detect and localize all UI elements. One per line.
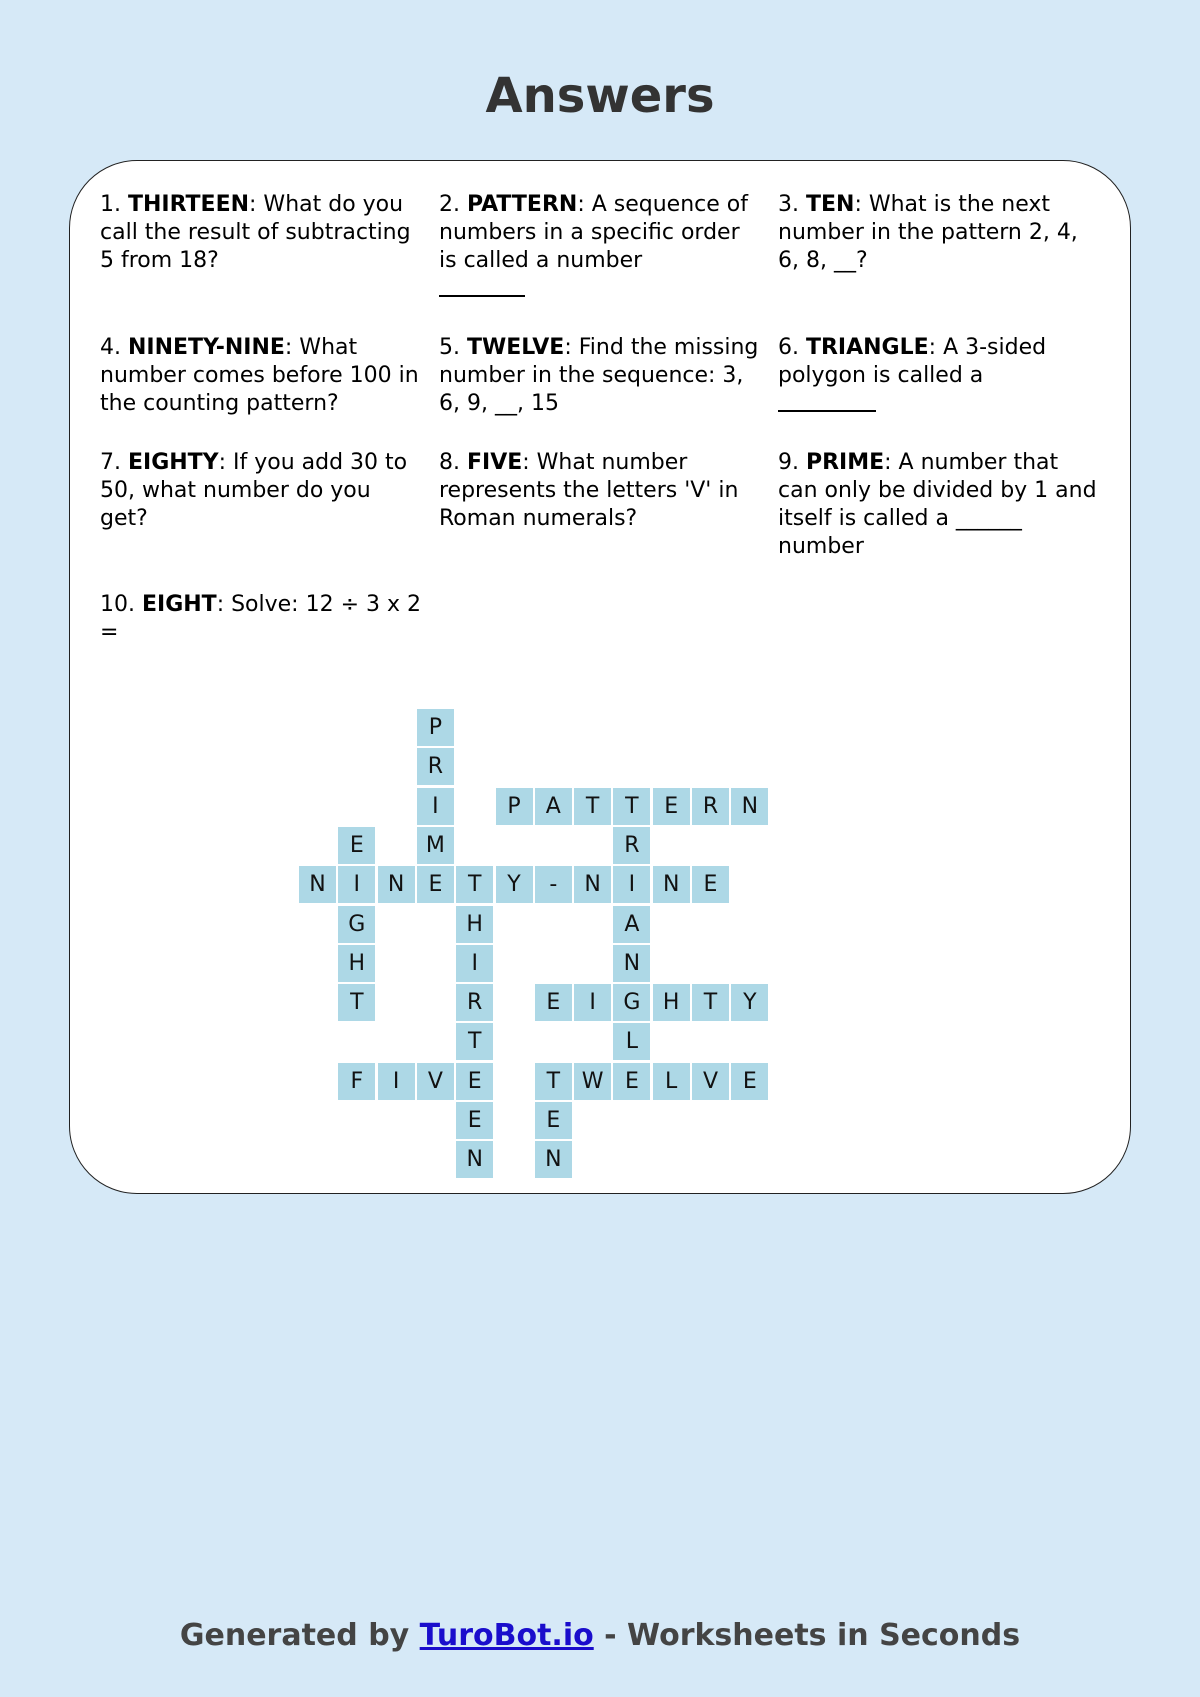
crossword-cell: R <box>417 748 454 785</box>
clue-text: : What is the next number in the pattern 2, 4, 6, 8, __? <box>778 192 1078 273</box>
crossword-cell: E <box>731 1063 768 1100</box>
clue-answer: TRIANGLE <box>805 335 929 360</box>
crossword-cell: Y <box>731 984 768 1021</box>
clue-text: : Find the missing number in the sequence: 3, 6, 9, __, 15 <box>439 335 759 416</box>
clue-answer: EIGHTY <box>127 450 219 475</box>
crossword-cell: N <box>653 866 690 903</box>
clue-text: : What number comes before 100 in the counting pattern? <box>100 335 419 416</box>
crossword-cell: Y <box>496 866 533 903</box>
page-title: Answers <box>485 68 715 124</box>
answer-blank <box>439 281 525 297</box>
crossword-cell: I <box>456 945 493 982</box>
crossword-cell: M <box>417 827 454 864</box>
crossword-cell: R <box>613 827 650 864</box>
clue-answer: TWELVE <box>466 335 565 360</box>
crossword-cell: I <box>574 984 611 1021</box>
clue-number: 6. <box>778 335 806 360</box>
crossword-cell: P <box>496 788 533 825</box>
clue-number: 3. <box>778 192 806 217</box>
crossword-cell: E <box>535 984 572 1021</box>
crossword-cell: H <box>456 906 493 943</box>
crossword-cell: - <box>535 866 572 903</box>
crossword-cell: A <box>535 788 572 825</box>
footer-suffix: - Worksheets in Seconds <box>593 1618 1021 1653</box>
answer-blank <box>778 396 876 412</box>
clue-4 <box>100 334 425 418</box>
clue-answer: FIVE <box>466 450 523 475</box>
clue-text: : What number represents the letters 'V' in Roman numerals? <box>439 450 739 531</box>
clue-number: 9. <box>778 450 806 475</box>
crossword-cell: N <box>574 866 611 903</box>
crossword-cell: L <box>613 1023 650 1060</box>
crossword-cell: W <box>574 1063 611 1100</box>
footer <box>0 1618 1200 1653</box>
turobot-link[interactable]: TuroBot.io <box>419 1618 594 1653</box>
clue-7 <box>100 449 425 533</box>
crossword-cell: T <box>613 788 650 825</box>
clue-answer: THIRTEEN <box>127 192 250 217</box>
crossword-cell: I <box>613 866 650 903</box>
crossword-cell: H <box>338 945 375 982</box>
clue-text: : A sequence of numbers in a specific order is called a number <box>439 192 748 273</box>
clue-answer: EIGHT <box>141 592 217 617</box>
answers-card <box>69 160 1131 1194</box>
crossword-cell: N <box>535 1141 572 1178</box>
clue-6 <box>778 334 1103 412</box>
clue-answer: PRIME <box>805 450 885 475</box>
crossword-cell: V <box>692 1063 729 1100</box>
crossword-cell: R <box>456 984 493 1021</box>
clue-8 <box>439 449 764 533</box>
crossword-cell: H <box>653 984 690 1021</box>
crossword-cell: N <box>613 945 650 982</box>
crossword-cell: T <box>692 984 729 1021</box>
clue-5 <box>439 334 764 418</box>
clue-number: 1. <box>100 192 128 217</box>
crossword-cell: R <box>692 788 729 825</box>
crossword-cell: E <box>338 827 375 864</box>
crossword-cell: E <box>535 1102 572 1139</box>
crossword-cell: N <box>378 866 415 903</box>
crossword-cell: T <box>456 1023 493 1060</box>
clue-answer: PATTERN <box>466 192 578 217</box>
footer-prefix: Generated by <box>179 1618 420 1653</box>
crossword-cell: E <box>692 866 729 903</box>
clue-number: 10. <box>100 592 142 617</box>
clue-3 <box>778 191 1103 275</box>
crossword-cell: A <box>613 906 650 943</box>
crossword-cell: E <box>613 1063 650 1100</box>
crossword-cell: T <box>574 788 611 825</box>
crossword-cell: V <box>417 1063 454 1100</box>
crossword-cell: T <box>456 866 493 903</box>
crossword-cell: I <box>417 788 454 825</box>
crossword-cell: F <box>338 1063 375 1100</box>
clue-answer: NINETY-NINE <box>127 335 285 360</box>
clue-number: 5. <box>439 335 467 360</box>
clue-number: 2. <box>439 192 467 217</box>
clue-text: : What do you call the result of subtracting 5 from 18? <box>100 192 411 273</box>
clue-number: 8. <box>439 450 467 475</box>
crossword-cell: L <box>653 1063 690 1100</box>
clue-answer: TEN <box>805 192 855 217</box>
crossword-cell: E <box>456 1063 493 1100</box>
crossword-cell: I <box>338 866 375 903</box>
crossword-cell: I <box>378 1063 415 1100</box>
clue-text: : If you add 30 to 50, what number do you get? <box>100 450 408 531</box>
crossword-cell: T <box>535 1063 572 1100</box>
crossword-cell: N <box>731 788 768 825</box>
clue-text: : A 3-sided polygon is called a <box>778 335 1047 388</box>
crossword-cell: G <box>613 984 650 1021</box>
crossword-cell: E <box>417 866 454 903</box>
clue-9 <box>778 449 1103 561</box>
crossword-cell: N <box>299 866 336 903</box>
clue-2 <box>439 191 764 297</box>
clue-text: : Solve: 12 ÷ 3 x 2 = <box>100 592 422 645</box>
crossword-cell: E <box>653 788 690 825</box>
clue-number: 4. <box>100 335 128 360</box>
clue-1 <box>100 191 425 275</box>
clue-text: : A number that can only be divided by 1 and itself is called a ______ number <box>778 450 1097 559</box>
clue-10 <box>100 591 425 647</box>
crossword-cell: E <box>456 1102 493 1139</box>
crossword-cell: N <box>456 1141 493 1178</box>
clue-number: 7. <box>100 450 128 475</box>
crossword-cell: G <box>338 906 375 943</box>
crossword-cell: P <box>417 709 454 746</box>
crossword-cell: T <box>338 984 375 1021</box>
